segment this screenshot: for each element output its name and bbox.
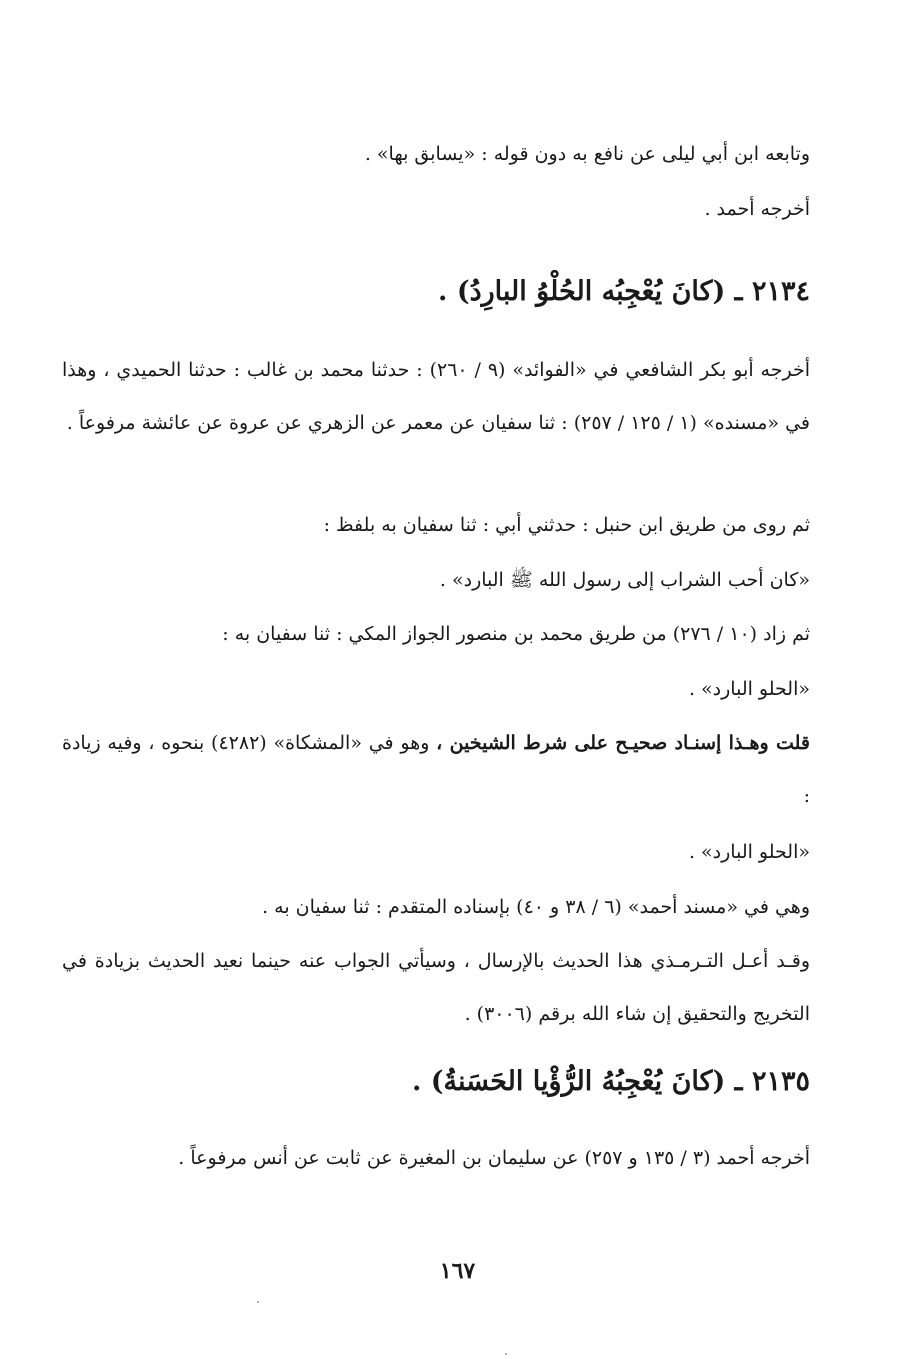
paragraph-musnad-ahmad: وهي في «مسند أحمد» (٦ / ٣٨ و ٤٠) بإسناده المتقدم : ثنا سفيان به . (262, 896, 810, 918)
quote-sweet-cold-1: «الحلو البارد» . (688, 678, 810, 700)
paragraph-follow-up: وتابعه ابن أبي ليلى عن نافع به دون قوله : «يسابق بها» . (364, 143, 810, 165)
scan-speck (257, 1301, 259, 1303)
quote-best-drink: «كان أحب الشراب إلى رسول الله ﷺ البارد» . (439, 569, 810, 591)
paragraph-ahmad: أخرجه أحمد . (704, 198, 810, 220)
scan-speck (505, 1353, 507, 1355)
isnad-judgement-bold: قلت وهـذا إسنـاد صحيـح على شرط الشيخين ، (436, 732, 810, 754)
paragraph-isnad-judgement (62, 717, 810, 823)
paragraph-ibn-mansur: ثم زاد (١٠ / ٢٧٦) من طريق محمد بن منصور الجواز المكي : ثنا سفيان به : (222, 623, 810, 645)
paragraph-takhrij-2134: أخرجه أبو بكر الشافعي في «الفوائد» (٩ / ٢٦٠) : حدثنا محمد بن غالب : حدثنا الحميدي ، وهذا في «مسنده» (١ / ١٢٥ / ٢٥٧) : ثنا سفيان عن معمر عن الزهري عن عروة عن عائشة مرفوعاً . (62, 359, 810, 434)
paragraph-takhrij-2135: أخرجه أحمد (٣ / ١٣٥ و ٢٥٧) عن سليمان بن المغيرة عن ثابت عن أنس مرفوعاً . (178, 1147, 810, 1169)
hadith-heading-2135: ٢١٣٥ ـ (كانَ يُعْجِبُهُ الرُّؤْيا الحَسَنةُ) . (411, 1066, 810, 1097)
isnad-judgement-rest: وهو في «المشكاة» (٤٢٨٢) بنحوه ، وفيه زيادة : (62, 732, 810, 807)
paragraph-tirmidhi: وقـد أعـل التـرمـذي هذا الحديث بالإرسال ، وسيأتي الجواب عنه حينما نعيد الحديث بزيادة في التخريج والتحقيق إن شاء الله برقم (٣٠٠٦) . (62, 950, 810, 1025)
hadith-heading-2134: ٢١٣٤ ـ (كانَ يُعْجِبُه الحُلْوُ البارِدُ) . (438, 276, 810, 307)
quote-sweet-cold-2: «الحلو البارد» . (688, 841, 810, 863)
page-number: ١٦٧ (439, 1258, 476, 1284)
paragraph-ibn-hanbal: ثم روى من طريق ابن حنبل : حدثني أبي : ثنا سفيان به بلفظ : (323, 514, 810, 536)
